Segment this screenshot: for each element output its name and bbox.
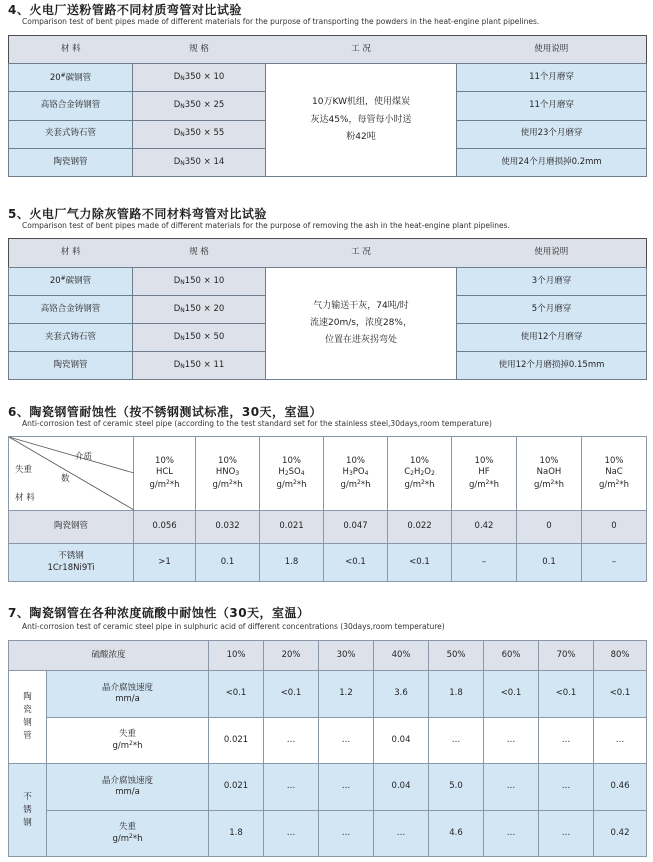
medium-pct: 10% [346,455,365,466]
row-label-unit: $g/m^2*h$ [112,740,143,751]
spec-cell: DN150 × 20 [133,296,266,324]
table-row [9,764,647,811]
section-5-subtitle: Comparison test of bent pipes made of different materials for the purpose of removing the ash in the heat-engine plant pipelines. [22,221,510,230]
group-ceramic [9,671,47,764]
medium-pct: 10% [155,455,174,466]
value-cell: … [539,718,594,764]
medium-header-hno3 [196,437,260,511]
corner-material-label: 材 料 [15,493,35,503]
corner-loss-label: 失重 [15,465,33,475]
value-cell: 0.032 [196,511,260,544]
material-cell: 陶瓷钢管 [9,148,133,176]
value-cell: – [452,544,517,582]
section-7-table [8,640,647,857]
header-usage: 使用说明 [457,36,647,64]
spec-cell: DN150 × 50 [133,324,266,352]
value-cell: 0.056 [134,511,196,544]
section-6-subtitle: Anti-corrosion test of ceramic steel pipe (according to the test standard set for the stainless steel,30days,room temperature) [22,419,492,428]
spec-cell: DN350 × 10 [133,64,266,92]
section-4-title: 4、火电厂送粉管路不同材质弯管对比试验 [8,3,242,17]
spec-cell: DN150 × 10 [133,268,266,296]
section-4-subtitle: Comparison test of bent pipes made of different materials for the purpose of transporting the powders in the heat-engine plant pipelines. [22,17,540,26]
value-cell: 0.1 [517,544,582,582]
value-cell: … [319,718,374,764]
row-material-name: 不锈钢 [58,551,84,562]
value-cell: 4.6 [429,811,484,857]
value-cell: … [484,811,539,857]
value-cell: … [264,811,319,857]
medium-pct: 10% [282,455,301,466]
material-cell: 陶瓷钢管 [9,352,133,380]
value-cell: 1.8 [429,671,484,718]
material-cell: 20#碳钢管 [9,64,133,92]
value-cell: <0.1 [594,671,647,718]
medium-pct: 10% [474,455,494,466]
value-cell: 0.021 [209,764,264,811]
medium-unit: $g/m^2*h$ [212,478,243,490]
row-label-line: 失重 [119,728,137,739]
value-cell: … [374,811,429,857]
row-material [9,544,134,582]
medium-unit: $g/m^2*h$ [468,478,499,490]
medium-pct: 10% [410,455,429,466]
usage-cell: 11个月磨穿 [457,64,647,92]
value-cell: … [319,811,374,857]
material-cell: 高铬合金铸钢管 [9,296,133,324]
medium-unit: $g/m^2*h$ [276,478,307,490]
conc-header: 50% [429,641,484,671]
medium-name: HNO3 [215,467,240,478]
group-label: 陶瓷钢管 [23,692,32,741]
header-condition: 工 况 [266,36,457,64]
value-cell: 5.0 [429,764,484,811]
header-usage: 使用说明 [457,239,647,268]
header-material: 材 料 [9,239,133,268]
value-cell: 0.46 [594,764,647,811]
medium-header-naoh [517,437,582,511]
medium-unit: $g/m^2*h$ [533,478,564,490]
medium-unit: $g/m^2*h$ [404,478,435,490]
medium-pct: 10% [218,455,237,466]
table-row [9,511,647,544]
value-cell: 1.2 [319,671,374,718]
row-label [47,811,209,857]
medium-name: NaC [605,467,623,478]
conc-header: 70% [539,641,594,671]
medium-pct: 10% [604,455,624,466]
header-spec: 规 格 [133,239,266,268]
usage-cell: 11个月磨穿 [457,92,647,120]
corner-medium-label: 介质 [75,452,93,462]
section-4-table [8,35,647,177]
value-cell: … [264,764,319,811]
condition-line: 10万KW机组，使用煤炭 [312,97,410,108]
conc-header: 80% [594,641,647,671]
condition-line: 粉42吨 [346,131,376,142]
section-5-title: 5、火电厂气力除灰管路不同材料弯管对比试验 [8,207,267,221]
material-cell: 高铬合金铸钢管 [9,92,133,120]
value-cell: <0.1 [388,544,452,582]
value-cell: … [429,718,484,764]
value-cell: … [484,718,539,764]
value-cell: … [484,764,539,811]
value-cell: 0.022 [388,511,452,544]
value-cell: 0.04 [374,764,429,811]
spec-cell: DN350 × 14 [133,148,266,176]
usage-cell: 5个月磨穿 [457,296,647,324]
medium-name: NaOH [536,467,562,478]
value-cell: 0 [517,511,582,544]
row-label-line: 晶介腐蚀速度 [102,775,154,786]
value-cell: 3.6 [374,671,429,718]
condition-line: 灰达45%，每管每小时送 [310,114,412,125]
table-row [9,718,647,764]
table-row [9,544,647,582]
section-6-table [8,436,647,582]
row-label [47,764,209,811]
row-label-unit: $g/m^2*h$ [112,833,143,844]
row-label-unit: mm/a [115,787,140,797]
usage-cell: 使用12个月磨损掉0.15mm [457,352,647,380]
material-cell: 夹套式铸石管 [9,324,133,352]
medium-name: C2H2O2 [404,467,435,478]
conc-header: 10% [209,641,264,671]
value-cell: 0.42 [594,811,647,857]
table-row [9,811,647,857]
condition-line: 流速20m/s，浓度28%， [310,317,412,328]
value-cell: … [319,764,374,811]
medium-header-c2h2o2 [388,437,452,511]
row-material-grade: 1Cr18Ni9Ti [47,562,95,573]
value-cell: – [582,544,647,582]
medium-name: H2SO4 [278,467,305,478]
value-cell: 0.021 [209,718,264,764]
value-cell: <0.1 [209,671,264,718]
medium-header-hf [452,437,517,511]
corner-number-label: 数 [61,474,70,484]
row-label [47,718,209,764]
section-6-title: 6、陶瓷钢管耐蚀性（按不锈钢测试标准，30天，室温） [8,405,323,419]
row-label-unit: mm/a [115,694,140,704]
material-cell: 20#碳钢管 [9,268,133,296]
medium-header-h3po4 [324,437,388,511]
section-5-table [8,238,647,380]
condition-line: 气力输送干灰，74吨/时 [313,300,409,311]
header-condition: 工 况 [266,239,457,268]
medium-name: HCL [155,467,174,478]
value-cell: 1.8 [209,811,264,857]
group-label: 不锈钢 [23,791,32,828]
medium-name: HF [478,467,490,478]
corner-header [9,437,134,511]
conc-header: 30% [319,641,374,671]
table-row [9,671,647,718]
condition-cell [266,64,457,177]
spec-cell: DN350 × 55 [133,120,266,148]
usage-cell: 3个月磨穿 [457,268,647,296]
medium-header-nac [582,437,647,511]
value-cell: 0.021 [260,511,324,544]
usage-cell: 使用23个月磨穿 [457,120,647,148]
spec-cell: DN350 × 25 [133,92,266,120]
value-cell: 1.8 [260,544,324,582]
value-cell: <0.1 [484,671,539,718]
conc-header: 20% [264,641,319,671]
value-cell: <0.1 [539,671,594,718]
value-cell: … [539,811,594,857]
medium-header-hcl [134,437,196,511]
row-material: 陶瓷钢管 [9,511,134,544]
conc-header: 60% [484,641,539,671]
value-cell: 0.047 [324,511,388,544]
medium-unit: $g/m^2*h$ [598,478,629,490]
usage-cell: 使用12个月磨穿 [457,324,647,352]
usage-cell: 使用24个月磨损掉0.2mm [457,148,647,176]
value-cell: <0.1 [264,671,319,718]
header-spec: 规 格 [133,36,266,64]
medium-unit: $g/m^2*h$ [149,478,180,490]
value-cell: 0 [582,511,647,544]
header-concentration-label: 硫酸浓度 [9,641,209,671]
value-cell: <0.1 [324,544,388,582]
condition-cell [266,268,457,380]
value-cell: … [264,718,319,764]
medium-name: H3PO4 [342,467,369,478]
value-cell: 0.42 [452,511,517,544]
value-cell: 0.04 [374,718,429,764]
spec-cell: DN150 × 11 [133,352,266,380]
value-cell: … [594,718,647,764]
row-label-line: 晶介腐蚀速度 [102,682,154,693]
conc-header: 40% [374,641,429,671]
condition-line: 位置在进灰拐弯处 [324,335,397,346]
material-cell: 夹套式铸石管 [9,120,133,148]
medium-unit: $g/m^2*h$ [340,478,371,490]
header-material: 材 料 [9,36,133,64]
section-7-subtitle: Anti-corrosion test of ceramic steel pipe in sulphuric acid of different concentrations (30days,room temperature) [22,622,445,631]
group-stainless [9,764,47,857]
section-7-title: 7、陶瓷钢管在各种浓度硫酸中耐蚀性（30天，室温） [8,606,310,620]
medium-pct: 10% [539,455,559,466]
value-cell: >1 [134,544,196,582]
value-cell: … [539,764,594,811]
medium-header-h2so4 [260,437,324,511]
row-label [47,671,209,718]
row-label-line: 失重 [119,821,137,832]
value-cell: 0.1 [196,544,260,582]
